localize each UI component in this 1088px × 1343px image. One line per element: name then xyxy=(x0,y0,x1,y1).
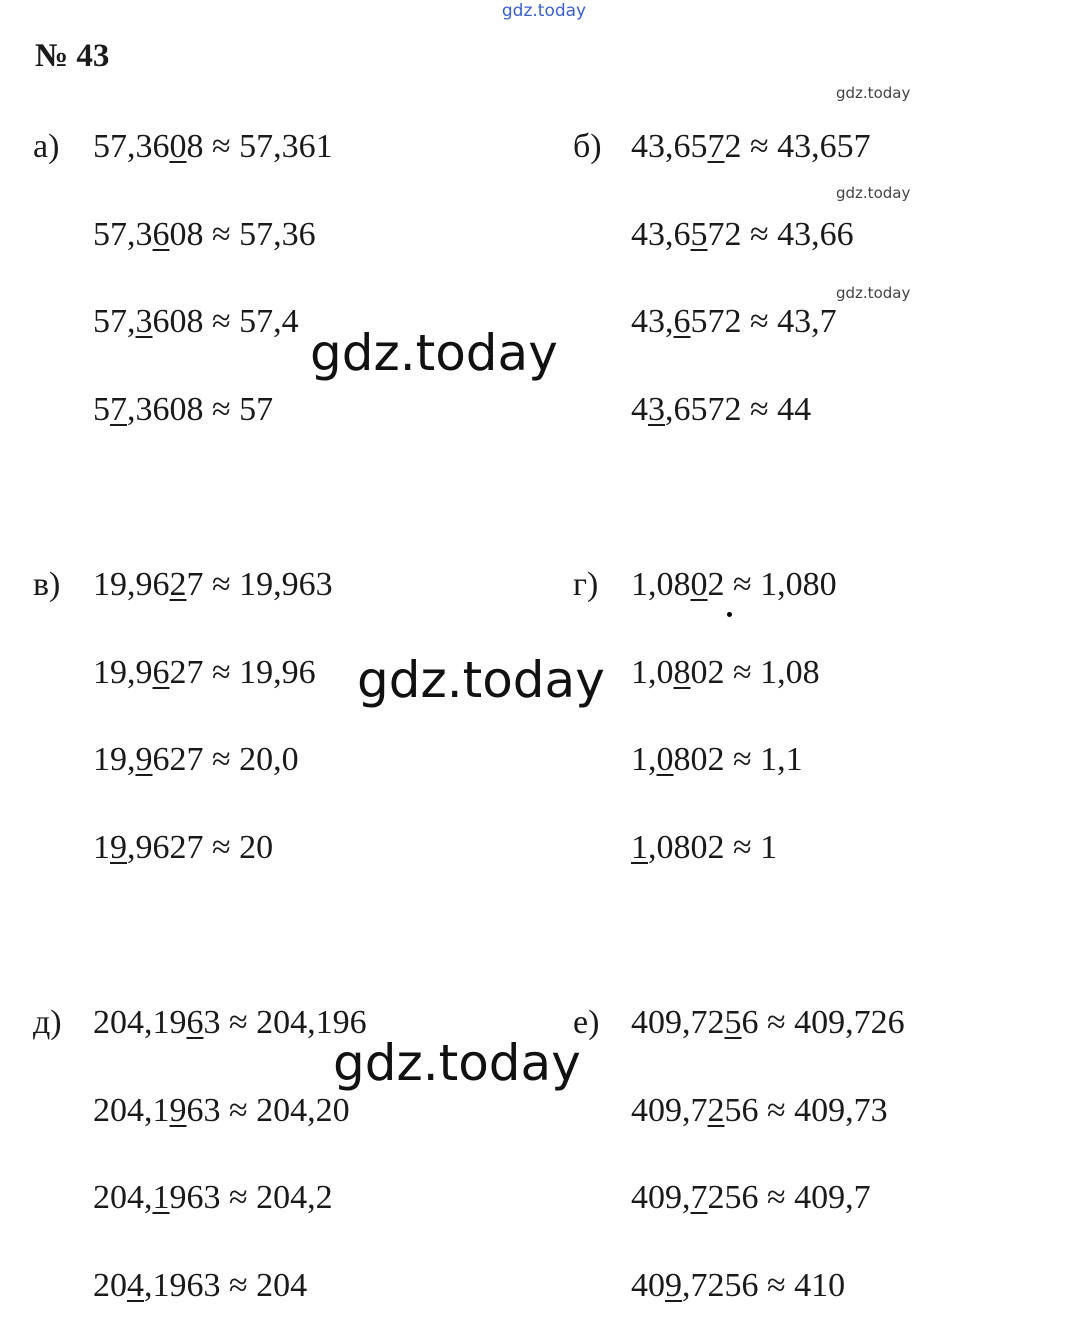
rounding-line: 19,9627 ≈ 19,963 xyxy=(93,566,333,603)
ink-dot xyxy=(727,612,732,617)
rounding-line: 409,7256 ≈ 410 xyxy=(631,1267,846,1304)
label-a: а) xyxy=(33,128,60,165)
problem-number: № 43 xyxy=(35,38,110,74)
rounding-line: 19,9627 ≈ 20,0 xyxy=(93,741,299,778)
label-g: г) xyxy=(573,566,599,603)
watermark-small: gdz.today xyxy=(836,284,911,302)
rounding-line: 409,7256 ≈ 409,7 xyxy=(631,1179,871,1216)
watermark-big: gdz.today xyxy=(357,651,605,709)
rounding-line: 204,1963 ≈ 204 xyxy=(93,1267,308,1304)
rounding-line: 43,6572 ≈ 43,7 xyxy=(631,303,837,340)
rounding-line: 409,7256 ≈ 409,726 xyxy=(631,1004,905,1041)
rounding-line: 57,3608 ≈ 57,4 xyxy=(93,303,299,340)
label-d: д) xyxy=(33,1004,62,1041)
rounding-line: 57,3608 ≈ 57,36 xyxy=(93,216,316,253)
watermark-top: gdz.today xyxy=(501,1,587,21)
rounding-line: 204,1963 ≈ 204,196 xyxy=(93,1004,367,1041)
rounding-line: 43,6572 ≈ 43,66 xyxy=(631,216,854,253)
rounding-line: 204,1963 ≈ 204,2 xyxy=(93,1179,333,1216)
rounding-line: 1,0802 ≈ 1,080 xyxy=(631,566,837,603)
rounding-line: 57,3608 ≈ 57 xyxy=(93,391,274,428)
rounding-line: 409,7256 ≈ 409,73 xyxy=(631,1092,888,1129)
label-b: б) xyxy=(573,128,602,165)
watermark-big: gdz.today xyxy=(333,1034,581,1092)
rounding-line: 1,0802 ≈ 1 xyxy=(631,829,778,866)
rounding-line: 43,6572 ≈ 43,657 xyxy=(631,128,871,165)
rounding-line: 19,9627 ≈ 20 xyxy=(93,829,274,866)
label-v: в) xyxy=(33,566,61,603)
rounding-line: 1,0802 ≈ 1,1 xyxy=(631,741,803,778)
watermark-small: gdz.today xyxy=(836,84,911,102)
rounding-line: 1,0802 ≈ 1,08 xyxy=(631,654,820,691)
rounding-line: 43,6572 ≈ 44 xyxy=(631,391,812,428)
watermark-small: gdz.today xyxy=(836,184,911,202)
label-e: е) xyxy=(573,1004,600,1041)
watermark-big: gdz.today xyxy=(310,324,558,382)
rounding-line: 19,9627 ≈ 19,96 xyxy=(93,654,316,691)
rounding-line: 204,1963 ≈ 204,20 xyxy=(93,1092,350,1129)
rounding-line: 57,3608 ≈ 57,361 xyxy=(93,128,333,165)
